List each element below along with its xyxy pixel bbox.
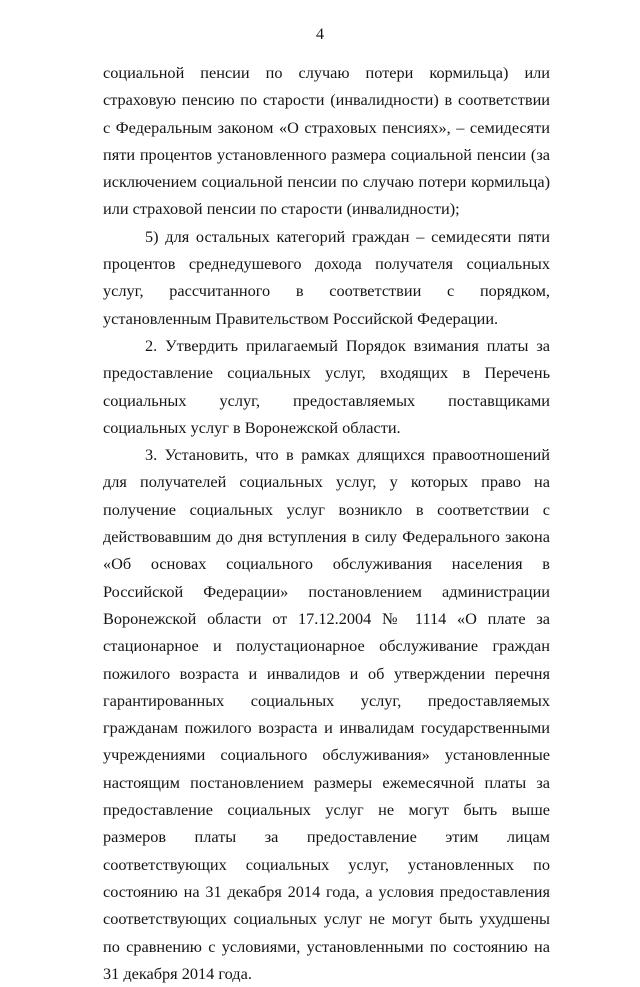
paragraph-point-3: 3. Установить, что в рамках длящихся правоотношений для получателей социальных услуг, у которых право на получение социальных услуг возникло в соответствии с действовавшим до дня вступления в силу Федерального закона «Об основах социального обслуживания населения в Российской Федерации» постановлением администрации Воронежской области от 17.12.2004 № 1114 «О плате за стационарное и полустационарное обслуживание граждан пожилого возраста и инвалидов и об утверждении перечня гарантированных социальных услуг, предоставляемых гражданам пожилого возраста и инвалидам государственными учреждениями социального обслуживания» установленные настоящим постановлением размеры ежемесячной платы за предоставление социальных услуг не могут быть выше размеров платы за предоставление этим лицам соответствующих социальных услуг, установленных по состоянию на 31 декабря 2014 года, а условия предоставления соответствующих социальных услуг не могут быть ухудшены по сравнению с условиями, установленными по состоянию на 31 декабря 2014 года. [103, 445, 550, 983]
page-number: 4 [316, 26, 324, 43]
paragraph-item-5: 5) для остальных категорий граждан – семидесяти пяти процентов среднедушевого дохода получателя социальных услуг, рассчитанного в соответствии с порядком, установленным Правительством Российской Федерации. [103, 226, 550, 328]
document-body [103, 59, 550, 987]
paragraph-continuation: социальной пенсии по случаю потери кормильца) или страховую пенсию по старости (инвалидности) в соответствии с Федеральным законом «О страховых пенсиях», – семидесяти пяти процентов установленного размера социальной пенсии (за исключением социальной пенсии по случаю потери кормильца) или страховой пенсии по старости (инвалидности); [103, 63, 550, 219]
paragraph-point-2: 2. Утвердить прилагаемый Порядок взимания платы за предоставление социальных услуг, входящих в Перечень социальных услуг, предоставляемых поставщиками социальных услуг в Воронежской области. [103, 335, 550, 437]
